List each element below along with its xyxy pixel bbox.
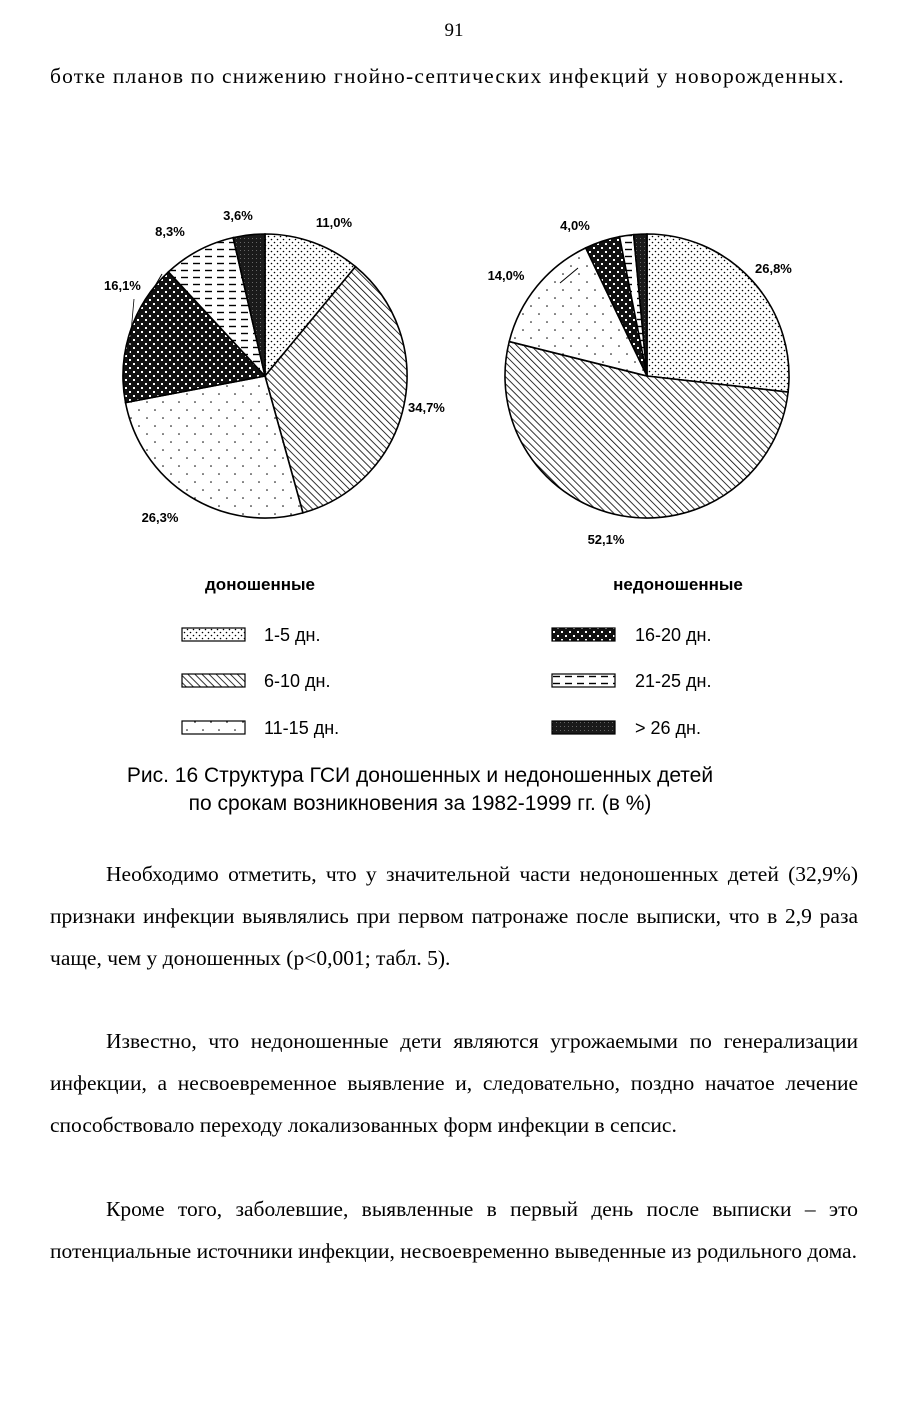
pie-chart-premature — [505, 234, 789, 518]
legend-title-premature: недоношенные — [613, 575, 743, 594]
intro-paragraph: ботке планов по снижению гнойно-септических инфекций у новорожденных. — [50, 64, 845, 88]
figure-caption — [60, 762, 780, 818]
caption-line-2: по срокам возникновения за 1982-1999 гг. (в %) — [188, 792, 652, 815]
legend-label-over-26: > 26 дн. — [635, 718, 701, 738]
legend-swatch-11-15 — [182, 721, 245, 734]
legend-swatch-1-5 — [182, 628, 245, 641]
paragraph-2: Известно, что недоношенные дети являются угрожаемыми по генерализации инфекции, а несвоевременное выявление и, следовательно, поздно начатое лечение способствовало переходу локализованных форм инфекции в сепсис. — [50, 1029, 858, 1137]
legend-swatch-16-20 — [552, 628, 615, 641]
label-ft-1-5: 11,0% — [315, 215, 353, 230]
label-ft-21-25: 8,3% — [155, 224, 185, 239]
caption-line-1: Рис. 16 Структура ГСИ доношенных и недоношенных детей — [126, 764, 714, 787]
legend-label-16-20: 16-20 дн. — [635, 625, 712, 645]
legend-label-6-10: 6-10 дн. — [264, 671, 331, 691]
figure-16 — [0, 190, 908, 750]
legend-swatch-21-25 — [552, 674, 615, 687]
legend-swatch-6-10 — [182, 674, 245, 687]
legend — [182, 625, 711, 738]
legend-title-full-term: доношенные — [205, 575, 315, 594]
pie-slice-pt-1-5 — [647, 234, 789, 392]
label-ft-6-10: 34,7% — [408, 400, 445, 415]
label-ft-over-26: 3,6% — [223, 208, 253, 223]
label-pt-11-15: 14,0% — [487, 268, 525, 283]
legend-label-1-5: 1-5 дн. — [264, 625, 321, 645]
label-pt-1-5: 26,8% — [755, 261, 792, 276]
label-ft-11-15: 26,3% — [141, 510, 179, 525]
page-number: 91 — [444, 20, 464, 41]
paragraph-3: Кроме того, заболевшие, выявленные в первый день после выписки – это потенциальные источники инфекции, несвоевременно выведенные из родильного дома. — [50, 1197, 858, 1263]
label-pt-6-10: 52,1% — [587, 532, 625, 547]
legend-label-11-15: 11-15 дн. — [264, 718, 340, 738]
pie-chart-full-term — [123, 234, 407, 518]
paragraph-1: Необходимо отметить, что у значительной части недоношенных детей (32,9%) признаки инфекции выявлялись при первом патронаже после выписки, что в 2,9 раза чаще, чем у доношенных (р<0,001; табл. 5). — [50, 862, 858, 970]
legend-swatch-over-26 — [552, 721, 615, 734]
legend-label-21-25: 21-25 дн. — [635, 671, 712, 691]
label-ft-16-20: 16,1% — [104, 278, 141, 293]
label-pt-16-20: 4,0% — [560, 218, 590, 233]
